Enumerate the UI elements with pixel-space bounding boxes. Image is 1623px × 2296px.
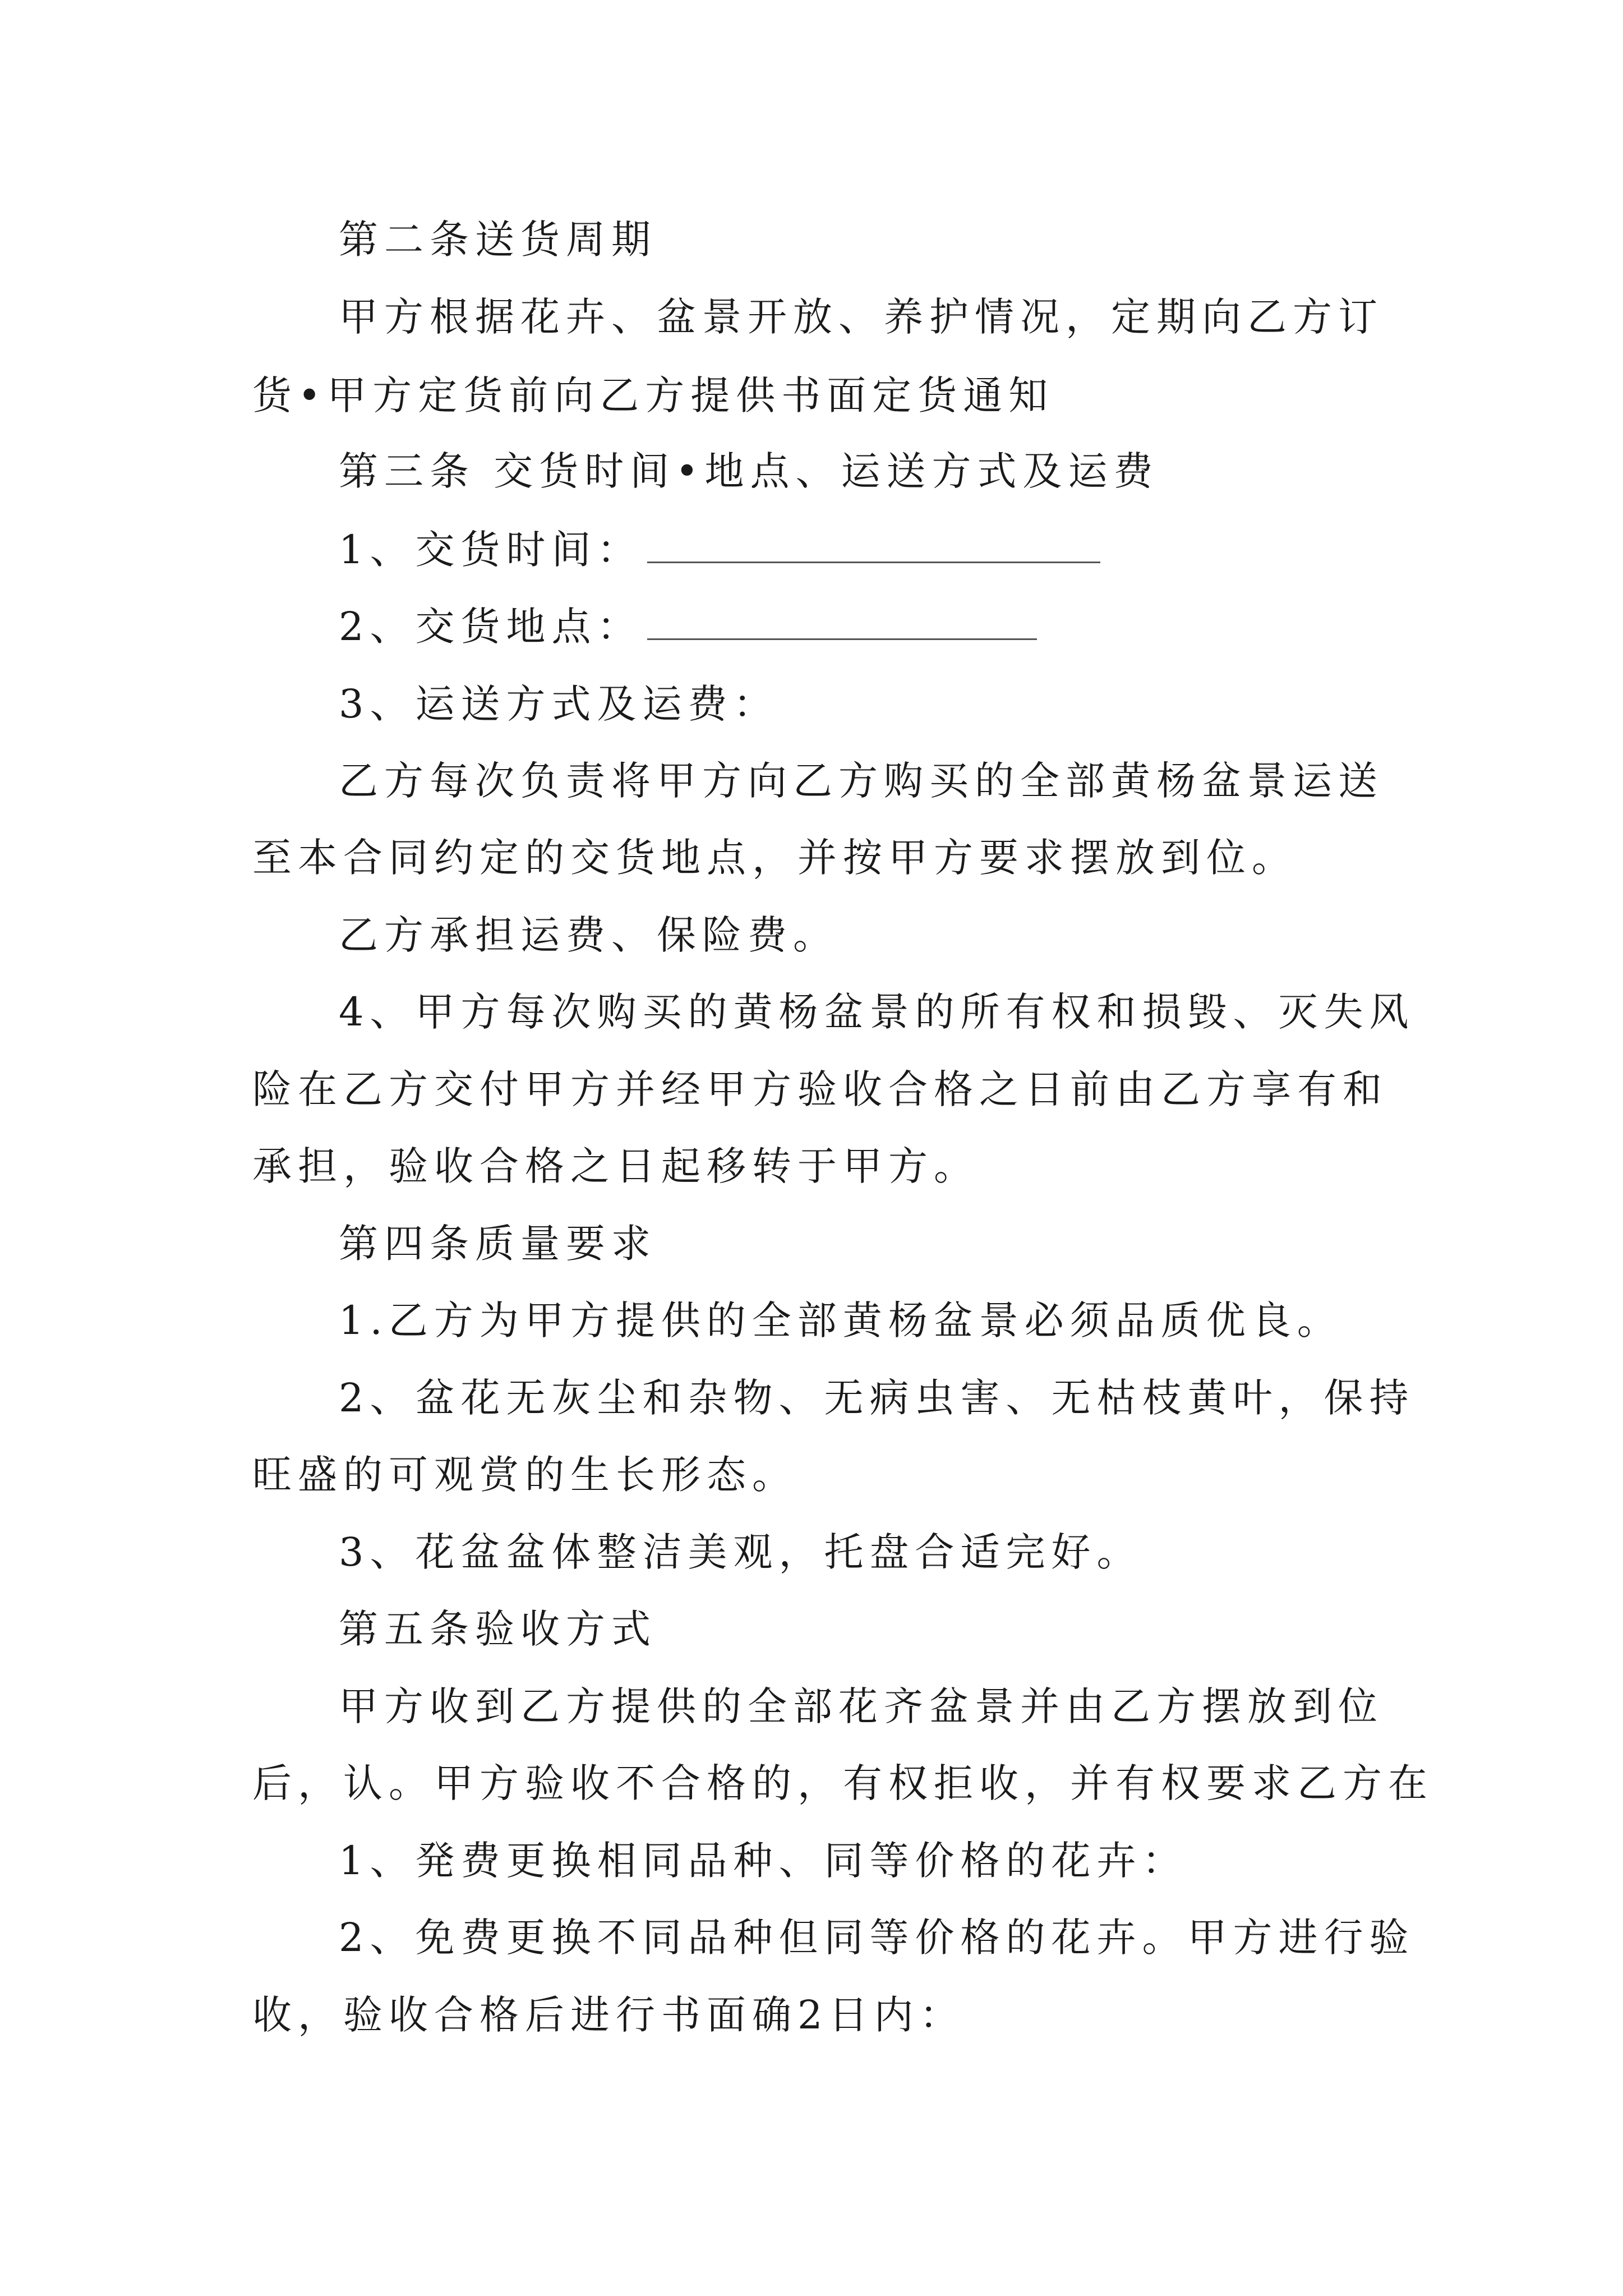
list-item: 1、発费更换相同品种、同等价格的花卉：: [339, 1838, 1188, 1884]
delivery-time-label: 1、交货时间：: [339, 527, 643, 573]
paragraph-line: 乙方承担运费、保险费。: [339, 912, 838, 958]
delivery-place-blank: [647, 605, 1037, 640]
paragraph-line: 收，验收合格后进行书面确2日内：: [252, 1992, 965, 2038]
paragraph-line: 险在乙方交付甲方并经甲方验收合格之日前由乙方享有和: [252, 1066, 1388, 1112]
paragraph-line: 货•甲方定货前向乙方提供书面定货通知: [252, 372, 1054, 418]
list-item: 2、免费更换不同品种但同等价格的花卉。甲方进行验: [339, 1915, 1415, 1961]
list-item: 3、运送方式及运费：: [339, 681, 779, 727]
paragraph-line: 4、甲方每次购买的黄杨盆景的所有权和损毁、灭失风: [339, 989, 1415, 1035]
paragraph-line: 旺盛的可观赏的生长形态。: [252, 1452, 797, 1498]
paragraph-line: 甲方收到乙方提供的全部花齐盆景并由乙方摆放到位: [339, 1683, 1384, 1729]
paragraph-line: 后，认。甲方验收不合格的，有权拒收，并有权要求乙方在: [252, 1760, 1433, 1806]
paragraph-line: 甲方根据花卉、盆景开放、养护情况，定期向乙方订: [339, 294, 1384, 340]
list-item: 1.乙方为甲方提供的全部黄杨盆景必须品质优良。: [339, 1297, 1343, 1343]
delivery-time-blank: [647, 528, 1100, 563]
delivery-place-row: [339, 601, 1037, 652]
paragraph-line: 至本合同约定的交货地点，并按甲方要求摆放到位。: [252, 835, 1297, 881]
section-heading: 第三条 交货时间•地点、运送方式及运费: [339, 448, 1159, 494]
list-item: 2、盆花无灰尘和杂物、无病虫害、无枯枝黄叶，保持: [339, 1375, 1415, 1421]
paragraph-line: 乙方每次负责将甲方向乙方购买的全部黄杨盆景运送: [339, 758, 1384, 804]
delivery-place-label: 2、交货地点：: [339, 604, 643, 650]
section-heading: 第二条送货周期: [339, 217, 657, 263]
list-item: 3、花盆盆体整洁美观，托盘合适完好。: [339, 1529, 1142, 1575]
paragraph-line: 承担，验收合格之日起移转于甲方。: [252, 1143, 979, 1189]
section-heading: 第五条验收方式: [339, 1606, 657, 1652]
section-heading: 第四条质量要求: [339, 1221, 657, 1267]
delivery-time-row: [339, 524, 1100, 575]
